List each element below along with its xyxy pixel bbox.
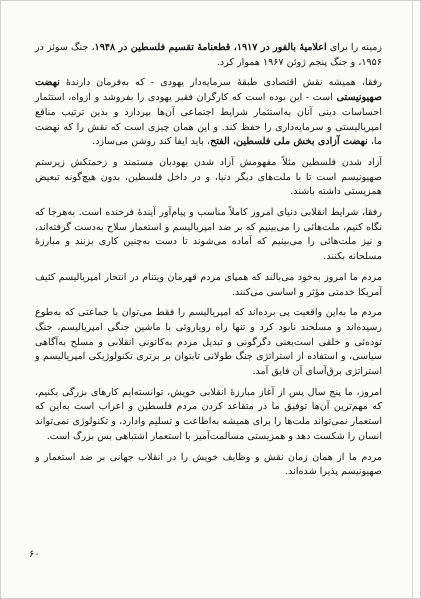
page-number: ۶۰ [29, 549, 40, 560]
text-segment: زمینه را برای [326, 42, 382, 53]
text-segment: مردم ما از همان زمان نقش و وظایف خویش را در انقلاب جهانی بر ضد استعمار و صهیونیسم پذیرا شده‌اند. [35, 451, 382, 478]
paragraph [35, 76, 382, 150]
text-segment: ، باید ایفا کند روشن می‌سازد. [92, 136, 211, 148]
bold-text-segment: نهضت صهیونیستی [35, 77, 382, 104]
paragraph [35, 206, 382, 265]
body-text [35, 41, 382, 486]
paragraph [35, 271, 382, 300]
bold-text-segment: اعلامیهٔ بالفور در ۱۹۱۷، قطعنامهٔ تقسیم فلسطین در ۱۹۴۸ [94, 42, 327, 53]
text-segment: است - این بوده است که کارگران فقیر یهودی را بفروشد و ازواه، استثمار احساسات دینی آنان به‌استثمار شرایط اجتماعی آن‌ها بپردازد و بدین ترتیب منافع امپریالیستی و سرمایه‌داری را حفظ کند. و این همان چیزی است که نقش را که نهضت ما، [35, 92, 382, 148]
text-segment: رفقا، همیشه نقش اقتصادی طبقهٔ سرمایه‌دار یهودی - که به‌فرمان دارندهٔ [59, 77, 382, 89]
paragraph [35, 451, 382, 480]
text-segment: مردم ما به‌این واقعیت پی برده‌اند که امپریالیسم را فقط می‌توان با جماعتی که به‌طوع رسیده‌اند و مسلحند نابود کرد و تنها راه رویاروئی با ماشین جنگی امپریالیسم، جنگ توده‌ئی و خلقی است‌یعنی دگرگونی و تبدیل مردم به‌کانونی انقلابی و مسلح به‌آگاهی سیاسی، و استفاده از استراتژی جنگ طولانی تابتوان بر برتری تکنولوژیکی امپریالیسم و استراتژی برق‌آسای آن فایق آمد. [35, 307, 382, 378]
bold-text-segment: نهضت آزادی بخش ملی فلسطین، الفتح [210, 136, 368, 148]
text-segment: امروز، ما پنج سال پس از آغاز مبارزهٔ انقلابی خویش، توانسته‌ایم کارهای بزرگی بکنیم، که مهم‌ترین آن‌ها توفیق ما در متقاعد کردن مردم فلسطین و اعراب است به‌این که استعمار نمی‌تواند ملت‌ها را برای همیشه به‌اطاعت و تسلیم وادارد، و تکنولوژی نمی‌تواند انسان را شکست دهد و همزیستی مسالمت‌آمیز با استعمار اشتباهی بس بزرگ است. [35, 386, 382, 442]
text-segment: رفقا، شرایط انقلابی دنیای امروز کاملاً مناسب و پیام‌آور آیندهٔ فرخنده است. به‌هرجا که نگاه کنیم، ملت‌هائی را می‌بینیم که بر ضد امپریالیسم و استعمار سلاح به‌دست گرفته‌اند، و نیز ملت‌هائی را می‌بینیم که آماده می‌شوند تا دست به‌چنین کاری بزنند و مبارزهٔ مسلحانه بکنند. [35, 207, 382, 263]
page-edge-line [412, 1, 413, 599]
paragraph [35, 41, 382, 70]
paragraph [35, 156, 382, 200]
text-segment: مردم ما امروز به‌خود می‌بالند که همپای مردم قهرمان ویتنام در انتحار امپریالیسم کثیف آمریکا خدمتی مؤثر و اساسی می‌کنند. [35, 271, 382, 298]
paragraph [35, 306, 382, 380]
paragraph [35, 386, 382, 445]
text-segment: ، جنگ سوئز در ۱۹۵۶، و جنگ پنجم ژوئن ۱۹۶۷ هموار کرد. [35, 42, 382, 68]
text-segment: آزاد شدن فلسطین مثلاً مفهومش آزاد شدن یهودیان مستمند و زحمتکش زیرستم صهیونیسم است تا با ملت‌های دیگر دنیا، و در داخل فلسطین، بدون هیچ‌گونه تبعیض همزیستی داشته باشند. [35, 156, 382, 198]
